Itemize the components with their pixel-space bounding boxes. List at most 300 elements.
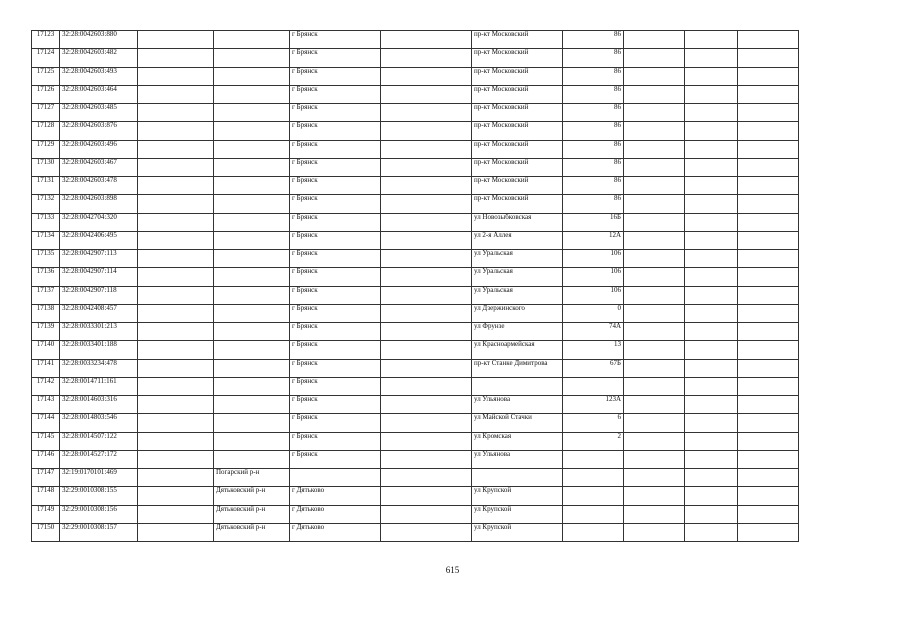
table-cell: 16Б (563, 213, 624, 231)
table-cell (738, 450, 799, 468)
table-cell (738, 505, 799, 523)
table-row (32, 396, 799, 414)
table-cell (624, 359, 685, 377)
table-cell (685, 177, 738, 195)
table-cell (138, 158, 214, 176)
table-row (32, 158, 799, 176)
table-cell: 17133 (32, 213, 60, 231)
table-cell (624, 122, 685, 140)
table-cell (624, 104, 685, 122)
table-cell: г Брянск (290, 250, 381, 268)
table-cell: ул 2-я Аллея (472, 231, 563, 249)
table-cell (685, 304, 738, 322)
table-cell: 17132 (32, 195, 60, 213)
table-cell (214, 231, 290, 249)
table-cell (685, 414, 738, 432)
table-cell (381, 323, 472, 341)
table-cell: 17145 (32, 432, 60, 450)
table-cell (138, 49, 214, 67)
table-cell: 86 (563, 31, 624, 49)
table-cell: 17134 (32, 231, 60, 249)
table-cell (685, 432, 738, 450)
table-cell (624, 85, 685, 103)
table-cell: 86 (563, 177, 624, 195)
table-cell: 86 (563, 195, 624, 213)
table-cell (381, 523, 472, 541)
table-cell (214, 450, 290, 468)
table-cell: пр-кт Московский (472, 158, 563, 176)
table-row (32, 432, 799, 450)
table-cell (563, 469, 624, 487)
table-cell (624, 140, 685, 158)
table-row (32, 140, 799, 158)
table-cell (381, 304, 472, 322)
table-cell: 86 (563, 158, 624, 176)
table-cell: пр-кт Московский (472, 122, 563, 140)
table-cell (624, 67, 685, 85)
table-cell (685, 158, 738, 176)
table-cell: 2 (563, 432, 624, 450)
table-cell (138, 304, 214, 322)
table-cell (738, 396, 799, 414)
table-cell (214, 432, 290, 450)
table-row (32, 122, 799, 140)
table-cell: г Брянск (290, 122, 381, 140)
table-cell: ул Майской Стачки (472, 414, 563, 432)
table-cell (138, 195, 214, 213)
table-cell: ул Кромская (472, 432, 563, 450)
table-cell: 32:28:0033301:213 (60, 323, 138, 341)
table-cell (138, 450, 214, 468)
table-cell: ул Уральская (472, 250, 563, 268)
table-cell: 32:28:0042603:880 (60, 31, 138, 49)
table-cell: 17128 (32, 122, 60, 140)
table-cell (138, 231, 214, 249)
table-cell (624, 213, 685, 231)
table-cell: 32:19:0170101:469 (60, 469, 138, 487)
table-cell: 86 (563, 104, 624, 122)
table-cell: 32:28:0042603:467 (60, 158, 138, 176)
table-cell (381, 158, 472, 176)
table-cell: 17147 (32, 469, 60, 487)
table-cell (214, 396, 290, 414)
table-cell (738, 268, 799, 286)
table-cell: ул Уральская (472, 286, 563, 304)
table-cell (381, 359, 472, 377)
table-cell (214, 158, 290, 176)
table-cell (472, 469, 563, 487)
table-cell (214, 341, 290, 359)
table-cell (138, 359, 214, 377)
table-cell (381, 104, 472, 122)
table-row (32, 250, 799, 268)
table-cell (738, 341, 799, 359)
table-cell: г Брянск (290, 67, 381, 85)
table-cell (138, 523, 214, 541)
table-cell (381, 195, 472, 213)
table-cell: 32:29:0010308:155 (60, 487, 138, 505)
table-cell: г Брянск (290, 85, 381, 103)
registry-table (31, 30, 799, 542)
table-cell (685, 450, 738, 468)
table-cell: 32:28:0042603:482 (60, 49, 138, 67)
table-cell (624, 432, 685, 450)
table-cell (738, 523, 799, 541)
table-cell: 106 (563, 268, 624, 286)
table-row (32, 304, 799, 322)
table-cell (381, 487, 472, 505)
table-cell (685, 469, 738, 487)
table-row (32, 323, 799, 341)
table-cell (381, 250, 472, 268)
table-cell (138, 505, 214, 523)
table-cell (138, 140, 214, 158)
table-cell: 32:28:0042603:876 (60, 122, 138, 140)
table-cell (563, 450, 624, 468)
table-cell: г Брянск (290, 177, 381, 195)
table-cell (685, 341, 738, 359)
table-cell (563, 487, 624, 505)
table-cell (138, 104, 214, 122)
table-cell: 32:28:0042907:114 (60, 268, 138, 286)
table-cell: 17141 (32, 359, 60, 377)
table-cell (624, 414, 685, 432)
table-row (32, 505, 799, 523)
table-cell (685, 49, 738, 67)
table-cell: г Брянск (290, 195, 381, 213)
table-cell: г Брянск (290, 158, 381, 176)
table-cell (381, 469, 472, 487)
table-cell: 17143 (32, 396, 60, 414)
table-cell: 74А (563, 323, 624, 341)
table-cell (214, 268, 290, 286)
table-cell (138, 323, 214, 341)
table-cell (214, 414, 290, 432)
table-cell (381, 140, 472, 158)
table-cell (214, 213, 290, 231)
table-cell: Дятьковский р-н (214, 523, 290, 541)
table-cell (685, 359, 738, 377)
table-cell: ул Красноармейская (472, 341, 563, 359)
table-cell: 32:28:0033401:188 (60, 341, 138, 359)
table-cell (624, 268, 685, 286)
table-row (32, 231, 799, 249)
table-cell: Дятьковский р-н (214, 505, 290, 523)
table-cell: 17137 (32, 286, 60, 304)
table-cell (138, 487, 214, 505)
table-row (32, 523, 799, 541)
table-row (32, 414, 799, 432)
table-row (32, 268, 799, 286)
table-body (32, 31, 799, 542)
table-cell: 32:28:0042603:493 (60, 67, 138, 85)
table-cell (685, 213, 738, 231)
table-cell (214, 177, 290, 195)
table-row (32, 487, 799, 505)
table-cell: г Брянск (290, 450, 381, 468)
table-cell (381, 49, 472, 67)
table-cell: 32:28:0042408:457 (60, 304, 138, 322)
table-cell (738, 469, 799, 487)
table-cell: 17126 (32, 85, 60, 103)
table-cell (685, 505, 738, 523)
table-cell (685, 377, 738, 395)
table-cell (624, 469, 685, 487)
table-cell (624, 396, 685, 414)
table-cell (214, 304, 290, 322)
table-cell: г Брянск (290, 414, 381, 432)
table-cell (624, 286, 685, 304)
table-cell: г Брянск (290, 49, 381, 67)
table-cell (685, 268, 738, 286)
table-cell (624, 250, 685, 268)
table-cell: г Брянск (290, 396, 381, 414)
table-cell: 17144 (32, 414, 60, 432)
table-cell: 0 (563, 304, 624, 322)
table-cell (685, 31, 738, 49)
table-cell: 32:28:0042603:464 (60, 85, 138, 103)
table-cell (624, 341, 685, 359)
table-cell: 17131 (32, 177, 60, 195)
table-cell: пр-кт Московский (472, 195, 563, 213)
table-cell (290, 469, 381, 487)
table-cell (738, 487, 799, 505)
table-cell (685, 231, 738, 249)
table-cell (738, 158, 799, 176)
table-cell: 32:28:0014527:172 (60, 450, 138, 468)
table-cell (214, 67, 290, 85)
table-cell: 17129 (32, 140, 60, 158)
table-cell: 17135 (32, 250, 60, 268)
table-cell (381, 396, 472, 414)
table-cell (138, 341, 214, 359)
table-cell (685, 487, 738, 505)
table-cell: Погарский р-н (214, 469, 290, 487)
table-cell: 32:28:0042406:495 (60, 231, 138, 249)
table-cell (624, 487, 685, 505)
table-cell (563, 377, 624, 395)
table-cell (214, 49, 290, 67)
table-cell: 67Б (563, 359, 624, 377)
table-cell: ул Ульянова (472, 450, 563, 468)
table-cell: 32:28:0042907:118 (60, 286, 138, 304)
table-cell (738, 250, 799, 268)
table-cell (214, 250, 290, 268)
table-cell: 106 (563, 286, 624, 304)
table-cell (738, 359, 799, 377)
table-row (32, 213, 799, 231)
table-cell: 32:28:0042603:898 (60, 195, 138, 213)
table-cell: г Брянск (290, 31, 381, 49)
table-cell (138, 286, 214, 304)
table-cell: 32:28:0014507:122 (60, 432, 138, 450)
table-cell (214, 31, 290, 49)
table-cell (738, 231, 799, 249)
table-cell: г Брянск (290, 140, 381, 158)
table-cell: 13 (563, 341, 624, 359)
table-cell (685, 122, 738, 140)
table-cell (738, 67, 799, 85)
table-cell: пр-кт Московский (472, 177, 563, 195)
table-cell (138, 469, 214, 487)
table-row (32, 49, 799, 67)
table-cell: 86 (563, 140, 624, 158)
table-cell: 32:29:0010308:156 (60, 505, 138, 523)
table-cell: г Брянск (290, 432, 381, 450)
table-cell (472, 377, 563, 395)
table-cell: пр-кт Московский (472, 31, 563, 49)
table-cell (214, 140, 290, 158)
table-cell (738, 49, 799, 67)
table-cell: 17139 (32, 323, 60, 341)
table-cell (738, 323, 799, 341)
table-cell (381, 31, 472, 49)
table-cell (138, 432, 214, 450)
table-cell: 17146 (32, 450, 60, 468)
table-cell: 32:28:0042603:496 (60, 140, 138, 158)
table-cell (738, 177, 799, 195)
table-cell: ул Новозыбковская (472, 213, 563, 231)
table-row (32, 359, 799, 377)
table-cell (214, 85, 290, 103)
table-cell (624, 323, 685, 341)
table-cell: 6 (563, 414, 624, 432)
table-cell (381, 341, 472, 359)
table-cell: 86 (563, 122, 624, 140)
table-cell: ул Крупской (472, 523, 563, 541)
table-cell: пр-кт Станке Димитрова (472, 359, 563, 377)
table-cell (624, 158, 685, 176)
table-cell (738, 304, 799, 322)
table-cell (685, 523, 738, 541)
table-cell: 32:28:0042603:478 (60, 177, 138, 195)
table-cell (624, 195, 685, 213)
table-cell (624, 450, 685, 468)
table-cell (381, 177, 472, 195)
table-cell: 86 (563, 85, 624, 103)
table-cell: г Брянск (290, 359, 381, 377)
table-cell (381, 67, 472, 85)
table-cell: 86 (563, 49, 624, 67)
table-cell (381, 213, 472, 231)
table-cell (738, 122, 799, 140)
table-cell: 123А (563, 396, 624, 414)
table-cell (138, 177, 214, 195)
table-cell: 106 (563, 250, 624, 268)
table-row (32, 469, 799, 487)
table-cell: пр-кт Московский (472, 49, 563, 67)
table-cell: 32:28:0014803:546 (60, 414, 138, 432)
table-cell (738, 140, 799, 158)
table-cell (738, 31, 799, 49)
table-cell (214, 323, 290, 341)
table-row (32, 195, 799, 213)
table-cell (381, 231, 472, 249)
table-cell (738, 414, 799, 432)
table-cell: г Брянск (290, 104, 381, 122)
table-cell: г Дятьково (290, 487, 381, 505)
table-cell (381, 122, 472, 140)
table-cell: пр-кт Московский (472, 67, 563, 85)
table-cell: г Дятьково (290, 523, 381, 541)
table-cell: ул Крупской (472, 505, 563, 523)
table-cell (138, 396, 214, 414)
table-cell: г Брянск (290, 323, 381, 341)
table-cell: 17148 (32, 487, 60, 505)
table-cell (138, 414, 214, 432)
table-cell: ул Дзержинского (472, 304, 563, 322)
table-cell (685, 140, 738, 158)
table-cell (738, 104, 799, 122)
table-row (32, 31, 799, 49)
table-cell: пр-кт Московский (472, 85, 563, 103)
table-cell: 17127 (32, 104, 60, 122)
table-cell (381, 450, 472, 468)
table-cell (685, 323, 738, 341)
table-cell (685, 250, 738, 268)
table-cell: г Брянск (290, 286, 381, 304)
table-cell: 17138 (32, 304, 60, 322)
table-cell (624, 377, 685, 395)
table-cell: 17123 (32, 31, 60, 49)
table-cell (685, 85, 738, 103)
table-cell (738, 432, 799, 450)
table-cell: 12А (563, 231, 624, 249)
table-cell (138, 213, 214, 231)
table-cell (138, 31, 214, 49)
table-cell (624, 31, 685, 49)
table-cell: 17149 (32, 505, 60, 523)
table-cell (381, 432, 472, 450)
table-cell: г Брянск (290, 213, 381, 231)
table-cell: 32:28:0042907:113 (60, 250, 138, 268)
table-cell (624, 523, 685, 541)
table-cell: пр-кт Московский (472, 104, 563, 122)
table-cell (563, 523, 624, 541)
table-row (32, 450, 799, 468)
table-cell: 17130 (32, 158, 60, 176)
table-cell: 17140 (32, 341, 60, 359)
table-cell: ул Крупской (472, 487, 563, 505)
table-cell: 32:28:0042704:320 (60, 213, 138, 231)
table-cell (624, 231, 685, 249)
table-cell (624, 505, 685, 523)
table-cell (563, 505, 624, 523)
table-cell: 32:29:0010308:157 (60, 523, 138, 541)
table-row (32, 104, 799, 122)
table-cell: г Брянск (290, 304, 381, 322)
table-cell: г Брянск (290, 377, 381, 395)
table-cell (738, 377, 799, 395)
table-cell (685, 67, 738, 85)
table-cell (214, 122, 290, 140)
table-cell: г Дятьково (290, 505, 381, 523)
table-cell: 32:28:0014603:316 (60, 396, 138, 414)
table-cell (214, 359, 290, 377)
page-number: 615 (445, 565, 460, 575)
table-cell (381, 377, 472, 395)
table-cell (381, 505, 472, 523)
table-cell (381, 85, 472, 103)
table-cell: 86 (563, 67, 624, 85)
table-cell (685, 104, 738, 122)
table-cell: г Брянск (290, 268, 381, 286)
table-cell (624, 304, 685, 322)
table-cell: 17125 (32, 67, 60, 85)
table-cell: пр-кт Московский (472, 140, 563, 158)
table-cell (624, 177, 685, 195)
table-row (32, 85, 799, 103)
